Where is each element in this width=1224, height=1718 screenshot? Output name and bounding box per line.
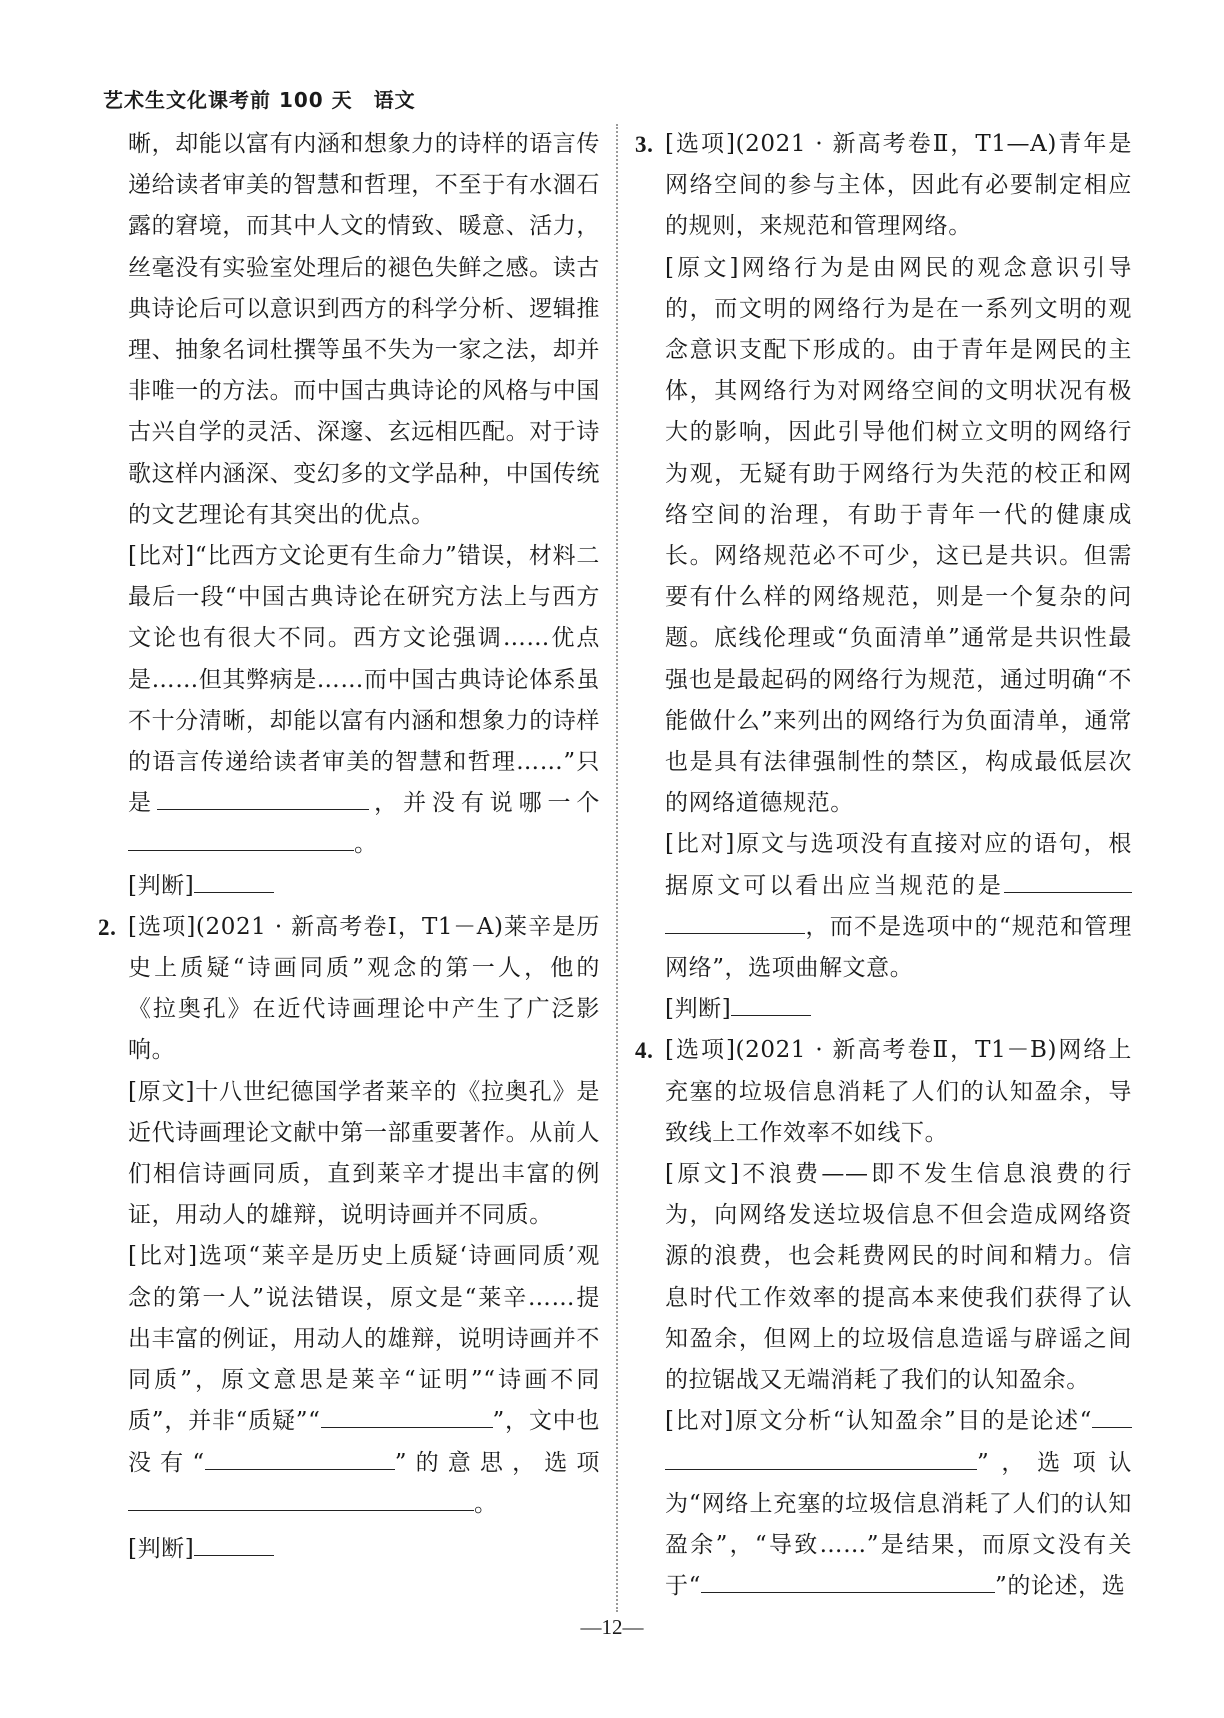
question-4 — [635, 1030, 1132, 1607]
question-number: 4. — [635, 1038, 654, 1064]
compare-paragraph-1: [比对]“比西方文论更有生命力”错误，材料二最后一段“中国古典诗论在研究方法上与西方文论也有很大不同。西方文论强调……优点是……但其弊病是……而中国古典诗论体系虽不十分清晰，却能以富有内涵和想象力的诗样的语言传递给读者审美的智慧和哲理……”只是 ，并没有说哪一个。 — [128, 543, 600, 858]
compare-paragraph-3: [比对]原文与选项没有直接对应的语句，根据原文可以看出应当规范的是，而不是选项中的“规范和管理网络”，选项曲解文意。 — [665, 831, 1132, 982]
judge-line-3: [判断] — [665, 989, 1132, 1030]
compare-paragraph-4: [比对]原文分析“认知盈余”目的是论述“”，选项认为“网络上充塞的垃圾信息消耗了人们的认知盈余”，“导致……”是结果，而原文没有关于“ ”的论述，选 — [665, 1401, 1132, 1607]
answer-blank[interactable] — [128, 828, 354, 851]
right-column — [635, 124, 1132, 1607]
option-text: [选项](2021 · 新高考卷Ⅰ，T1－A)莱辛是历史上质疑“诗画同质”观念的第一人，他的《拉奥孔》在近代诗画理论中产生了广泛影响。 — [128, 913, 600, 1064]
answer-blank[interactable] — [321, 1405, 493, 1428]
answer-blank[interactable] — [205, 1447, 395, 1470]
original-text: [原文]网络行为是由网民的观念意识引导的，而文明的网络行为是在一系列文明的观念意识支配下形成的。由于青年是网民的主体，其网络行为对网络空间的文明状况有极大的影响，因此引导他们树立文明的网络行为观，无疑有助于网络行为失范的校正和网络空间的治理，有助于青年一代的健康成长。网络规范必不可少，这已是共识。但需要有什么样的网络规范，则是一个复杂的问题。底线伦理或“负面清单”通常是共识性最强也是最起码的网络行为规范，通过明确“不能做什么”来列出的网络行为负面清单，通常也是具有法律强制性的禁区，构成最低层次的网络道德规范。 — [665, 254, 1132, 817]
compare-paragraph-2: [比对]选项“莱辛是历史上质疑‘诗画同质’观念的第一人”说法错误，原文是“莱辛……提出丰富的例证，用动人的雄辩，说明诗画并不同质”，原文意思是莱辛“证明”“诗画不同质”，并非“质疑”“ ”，文中也没有“ ”的意思，选项。 — [128, 1243, 600, 1517]
answer-blank[interactable] — [665, 911, 805, 934]
question-number: 2. — [98, 914, 117, 940]
answer-blank[interactable] — [665, 1447, 977, 1470]
judge-line-2: [判断] — [128, 1529, 600, 1570]
answer-blank[interactable] — [128, 1488, 474, 1511]
original-text: [原文]不浪费——即不发生信息浪费的行为，向网络发送垃圾信息不但会造成网络资源的浪费，也会耗费网民的时间和精力。信息时代工作效率的提高本来使我们获得了认知盈余，但网上的垃圾信息造谣与辟谣之间的拉锯战又无端消耗了我们的认知盈余。 — [665, 1161, 1132, 1394]
answer-blank[interactable] — [1004, 870, 1132, 893]
option-text: [选项](2021 · 新高考卷Ⅱ，T1—A)青年是网络空间的参与主体，因此有必要制定相应的规则，来规范和管理网络。 — [665, 131, 1132, 240]
answer-blank[interactable] — [1092, 1405, 1132, 1428]
continued-paragraph: 晰，却能以富有内涵和想象力的诗样的语言传递给读者审美的智慧和哲理，不至于有水涸石露的窘境，而其中人文的情致、暖意、活力，丝毫没有实验室处理后的褪色失鲜之感。读古典诗论后可以意识到西方的科学分析、逻辑推理、抽象名词杜撰等虽不失为一家之法，却并非唯一的方法。而中国古典诗论的风格与中国古兴自学的灵活、深邃、玄远相匹配。对于诗歌这样内涵深、变幻多的文学品种，中国传统的文艺理论有其突出的优点。 — [128, 131, 600, 528]
left-column — [98, 124, 600, 1570]
judge-line-1: [判断] — [128, 866, 600, 907]
option-text: [选项](2021 · 新高考卷Ⅱ，T1－B)网络上充塞的垃圾信息消耗了人们的认知盈余，导致线上工作效率不如线下。 — [665, 1037, 1132, 1146]
page-number: —12— — [580, 1615, 644, 1639]
question-number: 3. — [635, 132, 654, 157]
original-text: [原文]十八世纪德国学者莱辛的《拉奥孔》是近代诗画理论文献中第一部重要著作。从前人们相信诗画同质，直到莱辛才提出丰富的例证，用动人的雄辩，说明诗画并不同质。 — [128, 1078, 600, 1229]
page-header: 艺术生文化课考前 100 天 语文 — [103, 88, 416, 112]
answer-blank[interactable] — [701, 1570, 995, 1593]
column-divider — [616, 124, 618, 1612]
question-3 — [635, 124, 1132, 1030]
judge-blank[interactable] — [194, 1533, 274, 1556]
question-2 — [98, 907, 600, 1570]
answer-blank[interactable] — [157, 787, 369, 810]
judge-blank[interactable] — [194, 870, 274, 893]
judge-blank[interactable] — [731, 993, 811, 1016]
